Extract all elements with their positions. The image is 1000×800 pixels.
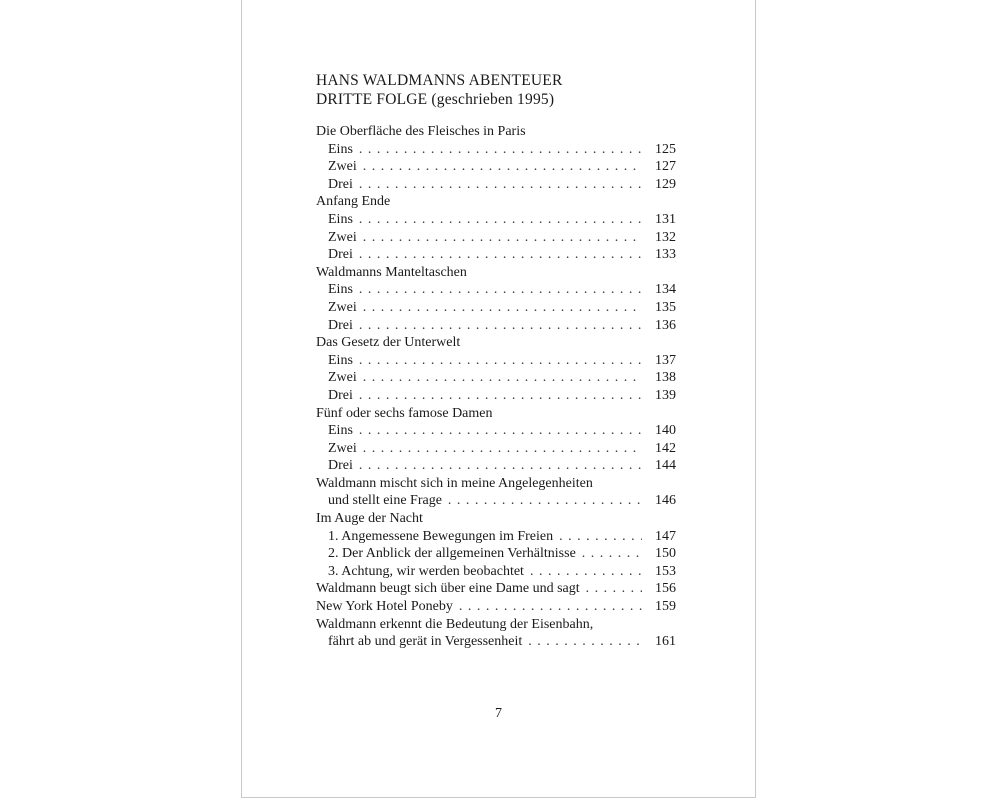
toc-entry-title: Anfang Ende — [316, 194, 391, 210]
toc-page-number: 156 — [655, 581, 676, 597]
toc-page-number: 140 — [655, 423, 676, 439]
toc-entry-title: Waldmann erkennt die Bedeutung der Eisenbahn, — [316, 616, 594, 632]
toc-entry-title: Zwei — [328, 440, 357, 456]
toc-page-number: 125 — [655, 141, 676, 157]
dot-leader — [359, 422, 642, 440]
dot-leader — [530, 563, 642, 581]
toc-entry-title: fährt ab und gerät in Vergessenheit — [328, 634, 523, 650]
dot-leader — [359, 387, 642, 405]
toc-entry — [316, 352, 676, 370]
toc-page-number: 137 — [655, 352, 676, 368]
toc-entry — [316, 528, 676, 546]
toc-entry-title: Das Gesetz der Unterwelt — [316, 335, 461, 351]
toc-entry — [316, 457, 676, 475]
toc-page-number: 134 — [655, 282, 676, 298]
toc-page-number: 138 — [655, 370, 676, 386]
toc-entry-title: Zwei — [328, 370, 357, 386]
toc-entry-title: Drei — [328, 247, 353, 263]
dot-leader — [582, 545, 642, 563]
dot-leader — [586, 580, 642, 598]
toc-page-number: 133 — [655, 247, 676, 263]
toc-entry — [316, 422, 676, 440]
toc-entry-title: Eins — [328, 141, 353, 157]
toc-chapter-heading — [316, 510, 676, 528]
toc-page-number: 147 — [655, 528, 676, 544]
dot-leader — [359, 352, 642, 370]
toc-entry — [316, 440, 676, 458]
toc-entry-title: 1. Angemessene Bewegungen im Freien — [328, 528, 554, 544]
toc-entry-title: Eins — [328, 211, 353, 227]
toc-entry — [316, 598, 676, 616]
dot-leader — [459, 598, 642, 616]
toc-entry-title: Zwei — [328, 299, 357, 315]
dot-leader — [363, 229, 642, 247]
toc-entry — [316, 246, 676, 264]
toc-entry — [316, 563, 676, 581]
toc-page-number: 139 — [655, 387, 676, 403]
toc-entry — [316, 317, 676, 335]
dot-leader — [363, 440, 642, 458]
toc-entry — [316, 299, 676, 317]
toc-chapter-heading — [316, 264, 676, 282]
toc-entry — [316, 633, 676, 651]
toc-entry-title: Zwei — [328, 159, 357, 175]
toc-entry — [316, 387, 676, 405]
toc-entry-title: und stellt eine Frage — [328, 493, 442, 509]
toc-entry — [316, 176, 676, 194]
toc-chapter-heading — [316, 123, 676, 141]
book-page — [241, 0, 756, 798]
toc-entry — [316, 141, 676, 159]
toc-entry-title: Eins — [328, 423, 353, 439]
toc-page-number: 131 — [655, 211, 676, 227]
toc-page-number: 146 — [655, 493, 676, 509]
toc-page-number: 153 — [655, 563, 676, 579]
dot-leader — [363, 158, 642, 176]
dot-leader — [448, 492, 642, 510]
toc-chapter-heading — [316, 616, 676, 634]
table-of-contents — [316, 123, 676, 651]
toc-page-number: 150 — [655, 546, 676, 562]
toc-entry — [316, 369, 676, 387]
toc-entry — [316, 492, 676, 510]
toc-entry-title: Drei — [328, 458, 353, 474]
page-number: 7 — [495, 706, 502, 721]
dot-leader — [559, 528, 642, 546]
toc-entry-title: Eins — [328, 352, 353, 368]
dot-leader — [359, 281, 642, 299]
toc-page-number: 161 — [655, 634, 676, 650]
toc-entry — [316, 211, 676, 229]
dot-leader — [359, 211, 642, 229]
toc-page-number: 144 — [655, 458, 676, 474]
toc-entry-title: Die Oberfläche des Fleisches in Paris — [316, 124, 526, 139]
heading-subtitle: DRITTE FOLGE (geschrieben 1995) — [316, 91, 555, 108]
toc-page-number: 142 — [655, 440, 676, 456]
toc-page-number: 159 — [655, 599, 676, 615]
toc-page-number: 136 — [655, 317, 676, 333]
toc-chapter-heading — [316, 475, 676, 493]
toc-chapter-heading — [316, 405, 676, 423]
toc-entry-title: Waldmann mischt sich in meine Angelegenheiten — [316, 475, 593, 491]
heading-title: HANS WALDMANNS ABENTEUER — [316, 72, 563, 89]
dot-leader — [528, 633, 642, 651]
toc-page-number: 132 — [655, 229, 676, 245]
toc-entry — [316, 281, 676, 299]
toc-page-number: 135 — [655, 299, 676, 315]
toc-entry-title: New York Hotel Poneby — [316, 599, 453, 615]
section-heading — [316, 71, 563, 109]
toc-chapter-heading — [316, 334, 676, 352]
toc-entry-title: Waldmanns Manteltaschen — [316, 264, 467, 280]
toc-entry — [316, 580, 676, 598]
dot-leader — [359, 457, 642, 475]
dot-leader — [359, 176, 642, 194]
dot-leader — [363, 299, 642, 317]
toc-page-number: 127 — [655, 159, 676, 175]
toc-page-number: 129 — [655, 176, 676, 192]
dot-leader — [363, 369, 642, 387]
toc-entry-title: Fünf oder sechs famose Damen — [316, 405, 493, 421]
toc-entry-title: Drei — [328, 387, 353, 403]
toc-entry — [316, 545, 676, 563]
toc-entry-title: Zwei — [328, 229, 357, 245]
toc-entry-title: Waldmann beugt sich über eine Dame und sagt — [316, 581, 580, 597]
toc-entry — [316, 229, 676, 247]
toc-entry-title: Im Auge der Nacht — [316, 511, 423, 527]
toc-entry-title: 2. Der Anblick der allgemeinen Verhältnisse — [328, 546, 576, 562]
toc-entry-title: Drei — [328, 176, 353, 192]
dot-leader — [359, 141, 642, 159]
dot-leader — [359, 246, 642, 264]
toc-entry-title: Drei — [328, 317, 353, 333]
toc-chapter-heading — [316, 193, 676, 211]
toc-entry-title: Eins — [328, 282, 353, 298]
toc-entry-title: 3. Achtung, wir werden beobachtet — [328, 563, 524, 579]
dot-leader — [359, 317, 642, 335]
toc-entry — [316, 158, 676, 176]
